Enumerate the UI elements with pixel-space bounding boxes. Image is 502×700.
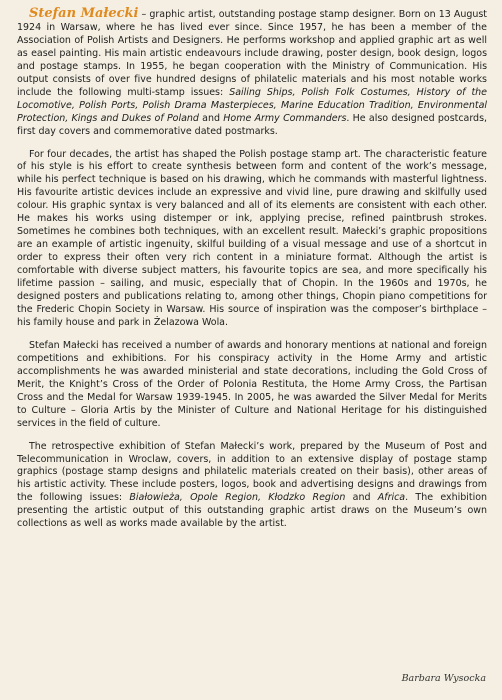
text-run: and: [345, 492, 378, 504]
author-signature: Barbara Wysocka: [401, 673, 486, 684]
italic-title-run: Home Army Commanders: [223, 112, 347, 124]
paragraph-4-text: [17, 441, 487, 530]
italic-title-run: Sailing Ships, Polish Folk Costumes, History of the Locomotive, Polish Ports, Polish Drama Masterpieces, Marine Education Tradition, Environmental Protection, Kings and Dukes of Poland: [17, 86, 487, 124]
artist-name: Stefan Małecki: [29, 6, 139, 21]
text-run: . The exhibition presenting the artistic output of this outstanding graphic artist draws on the Museum’s own collections as well as works made available by the artist.: [17, 492, 487, 530]
text-run: – graphic artist, outstanding postage stamp designer. Born on 13 August 1924 in Warsaw, where he has lived ever since. Since 1957, he has been a member of the Association of Polish Artists and Designers. He performs workshop and applied graphic art as well as easel painting. His main artistic endeavours include drawing, poster design, book design, logos and postage stamps. In 1955, he began cooperation with the Ministry of Communication. His output consists of over five hundred designs of philatelic materials and his most notable works include the following multi-stamp issues:: [17, 9, 487, 98]
paragraph-3: Stefan Małecki has received a number of awards and honorary mentions at national and foreign competitions and exhibitions. For his conspiracy activity in the Home Army and artistic accomplishments he was awarded ministerial and state decorations, including the Gold Cross of Merit, the Knight’s Cross of the Order of Polonia Restituta, the Home Army Cross, the Partisan Cross and the Medal for Warsaw 1939-1945. In 2005, he was awarded the Silver Medal for Merits to Culture – Gloria Artis by the Minister of Culture and National Heritage for his distinguished services in the field of culture.: [17, 339, 487, 429]
italic-title-run: Białowieża, Opole Region, Kłodzko Region: [129, 492, 346, 504]
paragraph-4: [17, 441, 487, 532]
text-run: The retrospective exhibition of Stefan Małecki’s work, prepared by the Museum of Post and Telecommunication in Wroclaw, covers, in addition to an extensive display of postage stamp graphics (postage stamp designs and philatelic materials created on their basis), other areas of his artistic activity. These include posters, logos, book and advertising designs and drawings from the following issues:: [17, 440, 487, 504]
italic-title-run: Africa: [377, 492, 406, 504]
text-run: and: [198, 112, 224, 124]
paragraph-1: [17, 8, 487, 139]
paragraph-1-text: [17, 9, 487, 137]
paragraph-2: For four decades, the artist has shaped the Polish postage stamp art. The characteristic feature of his style is his effort to create synthesis between form and content of the work’s message, while his perfect technique is based on his drawing, which he commands with masterful lightness. His favourite artistic devices include an expressive and vivid line, pure drawing and skilfully used colour. His graphic syntax is very balanced and all of its elements are consistent with each other. He makes his works using distemper or ink, applying precise, refined paintbrush strokes. Sometimes he combines both techniques, with an excellent result. Małecki’s graphic propositions are an example of artistic ingenuity, skilful building of a visual message and use of a shortcut in order to express their often very rich content in a miniature format. Although the artist is comfortable with diverse subject matters, his favourite topics are sea, and more specifically his lifetime passion – sailing, and music, especially that of Chopin. In the 1960s and 1970s, he designed posters and publications relating to, among other things, Chopin piano competitions for the Frederic Chopin Society in Warsaw. His source of inspiration was the composer’s birthplace – his family house and park in Żelazowa Wola.: [17, 148, 487, 328]
text-run: . He also designed postcards, first day covers and commemorative dated postmarks.: [17, 112, 487, 137]
